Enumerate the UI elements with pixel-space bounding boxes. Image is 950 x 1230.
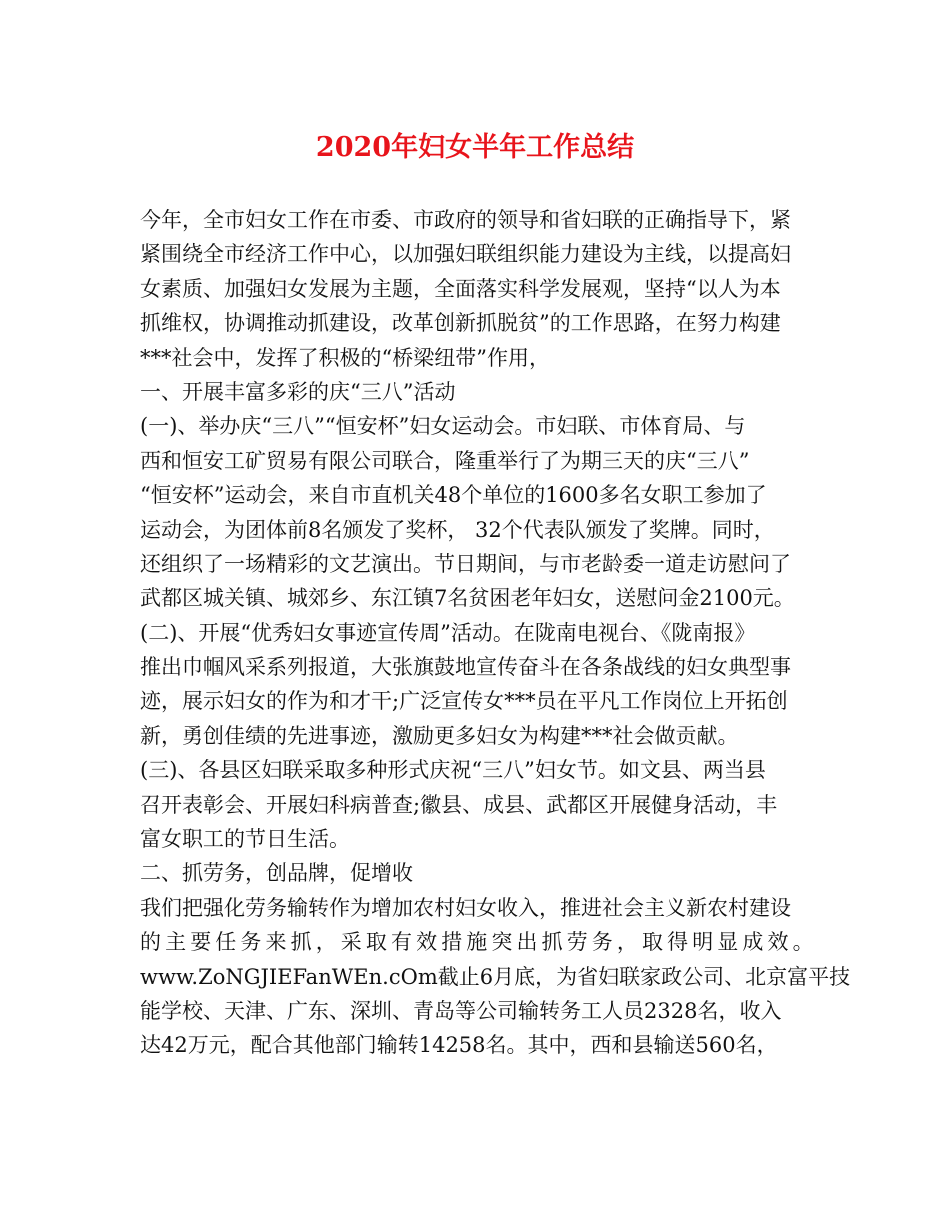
text-line: “恒安杯”运动会，来自市直机关48个单位的1600多名女职工参加了 [140, 483, 767, 508]
text-line: 能学校、天津、广东、深圳、青岛等公司输转务工人员2328名，收入 [140, 998, 782, 1023]
text-line: 富女职工的节日生活。 [140, 827, 350, 852]
text-line: 迹，展示妇女的作为和才干;广泛宣传女***员在平凡工作岗位上开拓创 [140, 689, 788, 714]
text-line: 推出巾帼风采系列报道，大张旗鼓地宣传奋斗在各条战线的妇女典型事 [140, 655, 791, 680]
section-heading-2: 二、抓劳务，创品牌，促增收 [140, 861, 413, 886]
document-title: 2020年妇女半年工作总结 [315, 132, 635, 163]
text-line: 的主要任务来抓，采取有效措施突出抓劳务，取得明显成效。 [140, 930, 818, 955]
text-line: 召开表彰会、开展妇科病普查;徽县、成县、武都区开展健身活动，丰 [140, 792, 778, 817]
text-line: 运动会，为团体前8名颁发了奖杯， 32个代表队颁发了奖牌。同时， [140, 517, 775, 542]
text-line: 紧围绕全市经济工作中心，以加强妇联组织能力建设为主线，以提高妇 [140, 242, 791, 267]
text-line: 女素质、加强妇女发展为主题，全面落实科学发展观，坚持“以人为本 [140, 276, 781, 301]
text-line: (二)、开展“优秀妇女事迹宣传周”活动。在陇南电视台、《陇南报》 [140, 620, 756, 645]
text-line: 西和恒安工矿贸易有限公司联合，隆重举行了为期三天的庆“三八” [140, 448, 750, 473]
text-line: 新，勇创佳绩的先进事迹，激励更多妇女为构建***社会做贡献。 [140, 723, 739, 748]
section-heading-1: 一、开展丰富多彩的庆“三八”活动 [140, 379, 456, 404]
text-line: 达42万元，配合其他部门输转14258名。其中，西和县输送560名， [140, 1033, 778, 1058]
text-line: www.ZoNGJIEFanWEn.cOm截止6月底，为省妇联家政公司、北京富平技 [140, 964, 851, 989]
text-line: (三)、各县区妇联采取多种形式庆祝“三八”妇女节。如文县、两当县 [140, 758, 766, 783]
text-line: 武都区城关镇、城郊乡、东江镇7名贫困老年妇女，送慰问金2100元。 [140, 586, 795, 611]
text-line: (一)、举办庆“三八”“恒安杯”妇女运动会。市妇联、市体育局、与 [140, 414, 746, 439]
text-line: ***社会中，发挥了积极的“桥梁纽带”作用， [140, 345, 550, 370]
text-line: 抓维权，协调推动抓建设，改革创新抓脱贫”的工作思路，在努力构建 [140, 311, 781, 336]
text-line: 我们把强化劳务输转作为增加农村妇女收入，推进社会主义新农村建设 [140, 895, 791, 920]
document-body [140, 203, 851, 1063]
text-line: 还组织了一场精彩的文艺演出。节日期间，与市老龄委一道走访慰问了 [140, 551, 791, 576]
text-line: 今年，全市妇女工作在市委、市政府的领导和省妇联的正确指导下，紧 [140, 208, 791, 232]
